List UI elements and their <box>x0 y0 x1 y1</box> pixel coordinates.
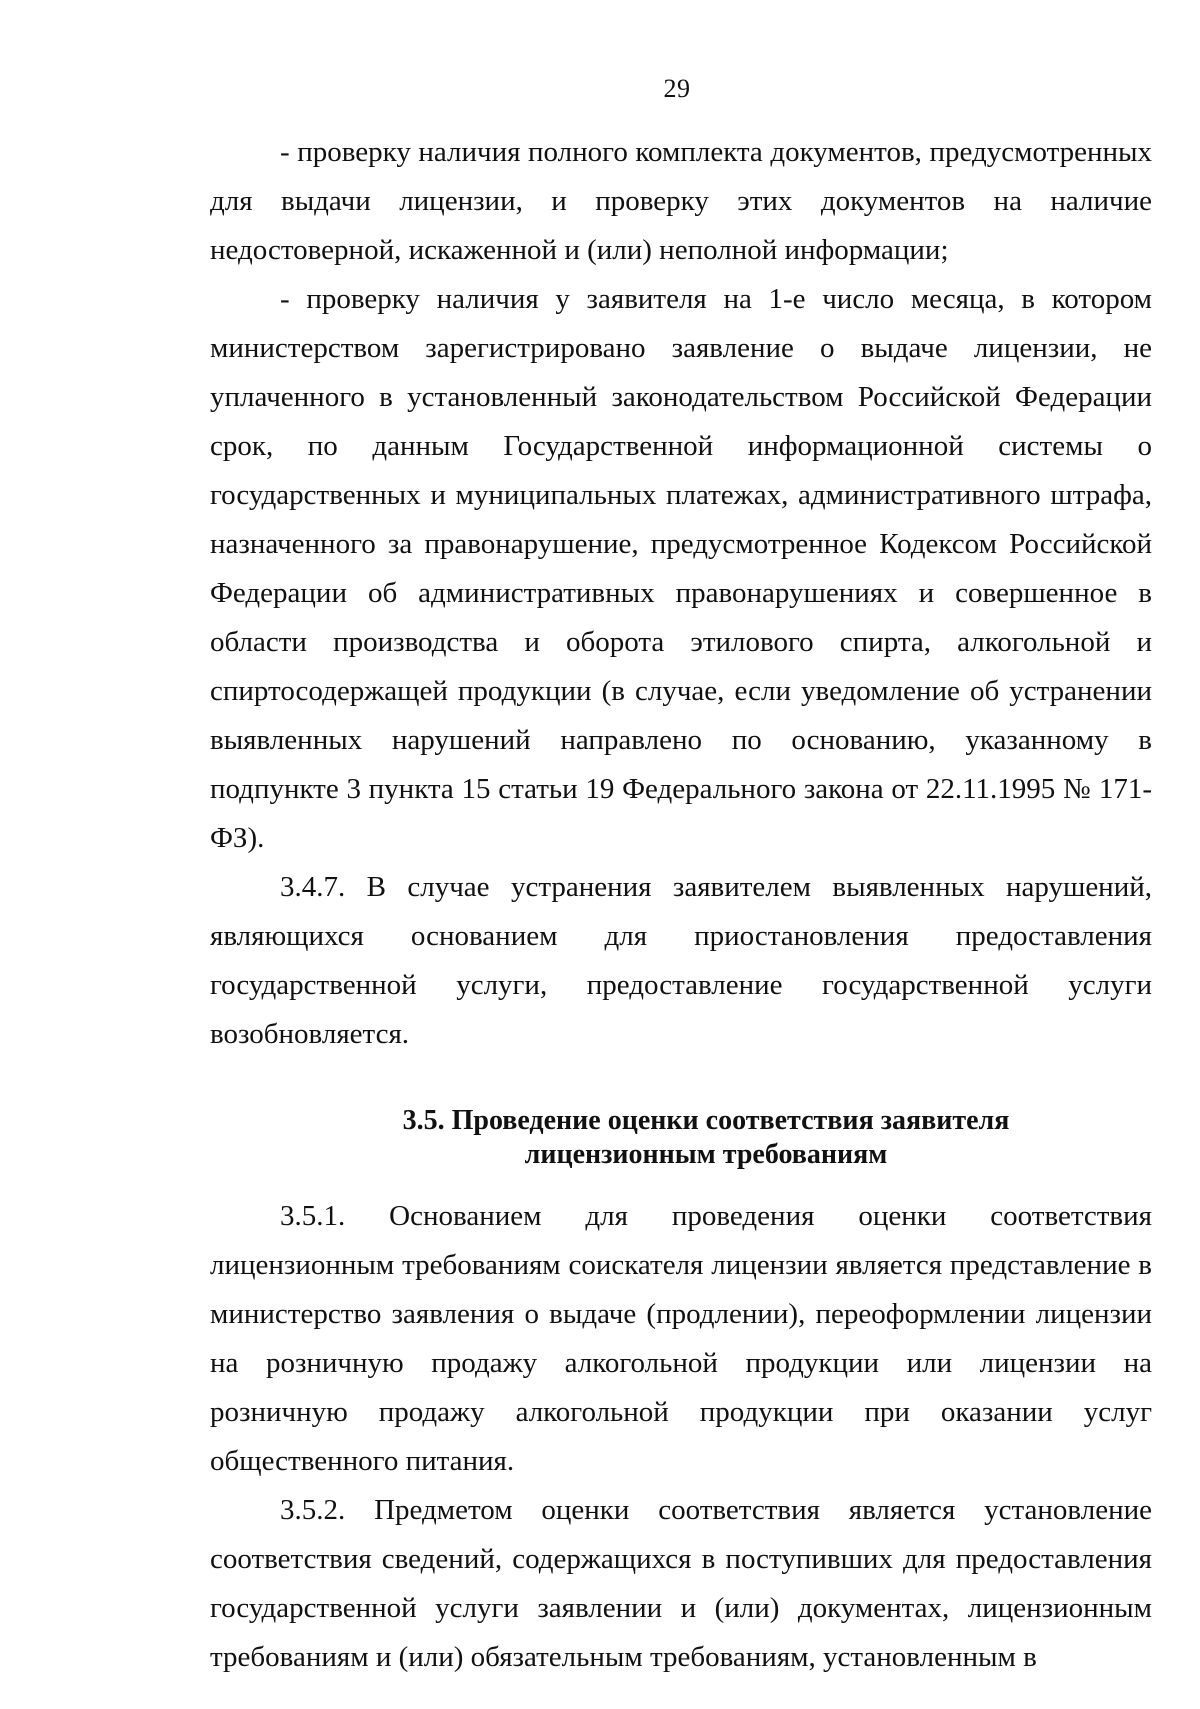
section-heading-line-1: 3.5. Проведение оценки соответствия заявителя <box>402 1105 1010 1136</box>
paragraph-document-check: - проверку наличия полного комплекта документов, предусмотренных для выдачи лицензии, и проверку этих документов на наличие недостоверной, искаженной и (или) неполной информации; <box>210 136 1152 266</box>
document-body <box>210 128 1152 1682</box>
section-heading-3-5 <box>210 1104 1152 1172</box>
paragraph-fine-check: - проверку наличия у заявителя на 1-е число месяца, в котором министерством зарегистрировано заявление о выдаче лицензии, не уплаченного в установленный законодательством Российской Федерации срок, по данным Государственной информационной системы о государственных и муниципальных платежах, административного штрафа, назначенного за правонарушение, предусмотренное Кодексом Российской Федерации об административных правонарушениях и совершенное в области производства и оборота этилового спирта, алкогольной и спиртосодержащей продукции (в случае, если уведомление об устранении выявленных нарушений направлено по основанию, указанному в подпункте 3 пункта 15 статьи 19 Федерального закона от 22.11.1995 № 171-ФЗ). <box>210 283 1152 854</box>
paragraph-3-5-1: 3.5.1. Основанием для проведения оценки соответствия лицензионным требованиям соискателя лицензии является представление в министерство заявления о выдаче (продлении), переоформлении лицензии на розничную продажу алкогольной продукции или лицензии на розничную продажу алкогольной продукции при оказании услуг общественного питания. <box>210 1200 1152 1477</box>
paragraph-3-5-2: 3.5.2. Предметом оценки соответствия является установление соответствия сведений, содержащихся в поступивших для предоставления государственной услуги заявлении и (или) документах, лицензионным требованиям и (или) обязательным требованиям, установленным в <box>210 1494 1152 1673</box>
paragraph-3-4-7: 3.4.7. В случае устранения заявителем выявленных нарушений, являющихся основанием для приостановления предоставления государственной услуги, предоставление государственной услуги возобновляется. <box>210 871 1152 1050</box>
page-number: 29 <box>663 74 691 103</box>
section-heading-line-2: лицензионным требованиям <box>524 1139 888 1170</box>
